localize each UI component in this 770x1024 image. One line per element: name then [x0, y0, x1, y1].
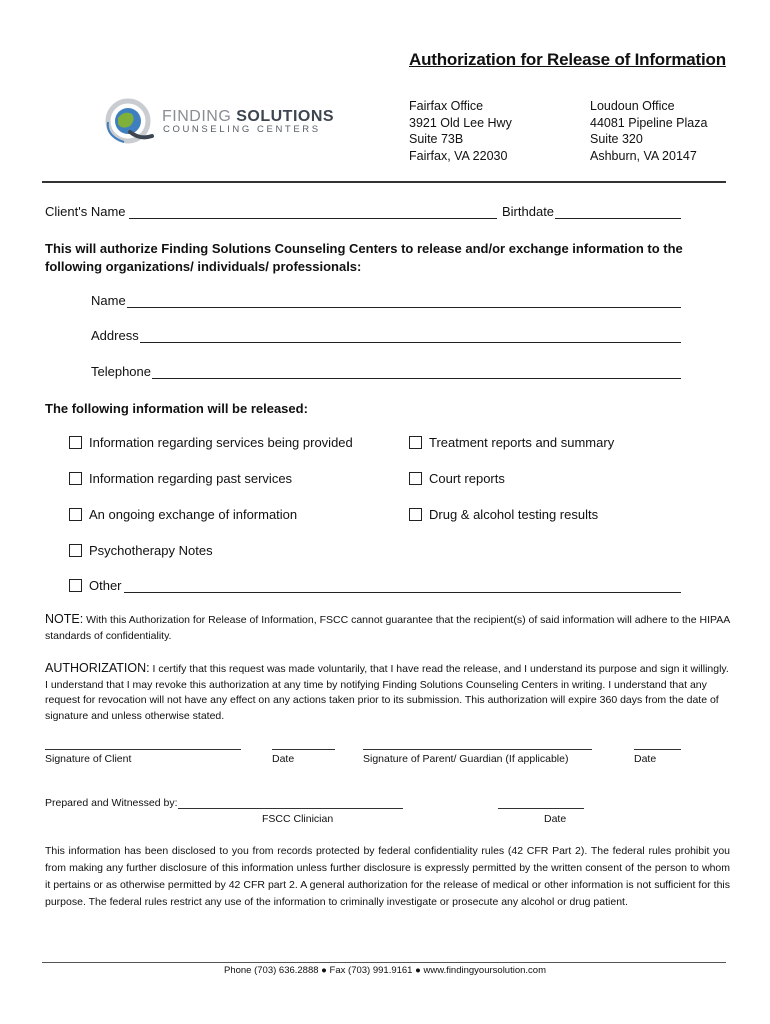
disclosure-paragraph: This information has been disclosed to you from records protected by federal confidentiality rules (42 CFR Part 2). The federal rules prohibit you from making any further disclosure of this information unless further disclosure is expressly permitted by the written consent of the person to whom it pertains or as otherwise permitted by 42 CFR part 2. A general authorization for the release of medical or other information is not sufficient for this purpose. The federal rules restrict any use of the information to criminally investigate or prosecute any alcohol or drug patient. [45, 845, 730, 908]
parent-date-label: Date [634, 753, 657, 765]
past-services-label: Information regarding past services [89, 471, 293, 486]
other-checkbox[interactable] [69, 579, 82, 592]
client-signature-field[interactable] [45, 749, 241, 750]
authorization-heading: AUTHORIZATION: [45, 661, 150, 675]
client-date-label: Date [272, 753, 295, 765]
office-suite: Suite 73B [409, 132, 464, 146]
logo-line1: FINDING SOLUTIONS [162, 108, 335, 125]
drug-alcohol-label: Drug & alcohol testing results [429, 507, 599, 522]
header-divider [42, 181, 726, 183]
authorization-text: I certify that this request was made voluntarily, that I have read the release, and I understand its purpose and sign it willingly. I understand that I may revoke this authorization at any time by notifying Finding Solutions Counseling Centers in writing. I understand that any request for revocation will not have any effect on any actions taken prior to its submission. This authorization will expire 360 days from the date of signature and unless otherwise stated. [45, 663, 729, 722]
note-heading: NOTE: [45, 612, 84, 626]
psychotherapy-notes-label: Psychotherapy Notes [89, 543, 213, 558]
other-label: Other [89, 578, 122, 593]
parent-date-field[interactable] [634, 749, 681, 750]
authorize-statement: This will authorize Finding Solutions Counseling Centers to release and/or exchange information to the following organizations/ individuals/ professionals: [45, 241, 683, 274]
witness-date-label: Date [544, 813, 567, 825]
clinician-signature-field[interactable] [178, 808, 403, 809]
witness-date-field[interactable] [498, 808, 584, 809]
drug-alcohol-checkbox[interactable] [409, 508, 422, 521]
past-services-checkbox[interactable] [69, 472, 82, 485]
recipient-name-field[interactable] [127, 307, 681, 308]
office-name: Fairfax Office [409, 99, 484, 113]
office-suite: Suite 320 [590, 132, 643, 146]
office-name: Loudoun Office [590, 99, 675, 113]
treatment-reports-checkbox[interactable] [409, 436, 422, 449]
note-text: With this Authorization for Release of Information, FSCC cannot guarantee that the recipient(s) of said information will adhere to the HIPAA standards of confidentiality. [45, 614, 730, 642]
recipient-address-field[interactable] [140, 342, 681, 343]
page-title: Authorization for Release of Information [409, 50, 726, 69]
office-city: Ashburn, VA 20147 [590, 148, 697, 163]
logo-line2: COUNSELING CENTERS [163, 124, 321, 135]
witness-label: Prepared and Witnessed by: [45, 797, 178, 809]
note-paragraph [45, 612, 730, 644]
recipient-telephone-label: Telephone [91, 364, 151, 379]
parent-signature-label: Signature of Parent/ Guardian (If applicable) [363, 753, 569, 765]
client-signature-label: Signature of Client [45, 753, 132, 765]
client-name-label: Client's Name [45, 204, 126, 219]
treatment-reports-label: Treatment reports and summary [429, 435, 615, 450]
authorization-paragraph [45, 661, 730, 724]
court-reports-checkbox[interactable] [409, 472, 422, 485]
recipient-address-label: Address [91, 328, 139, 343]
released-heading: The following information will be released: [45, 401, 308, 416]
court-reports-label: Court reports [429, 471, 505, 486]
other-field[interactable] [124, 592, 681, 593]
footer-contact: Phone (703) 636.2888 ● Fax (703) 991.9161 ● www.findingyoursolution.com [223, 965, 546, 976]
recipient-telephone-field[interactable] [152, 378, 681, 379]
loudoun-office-address [590, 98, 707, 164]
birthdate-field[interactable] [555, 218, 681, 219]
services-provided-label: Information regarding services being provided [89, 435, 353, 450]
office-street: 3921 Old Lee Hwy [409, 115, 512, 130]
client-name-field[interactable] [129, 218, 497, 219]
birthdate-label: Birthdate [502, 204, 555, 219]
services-provided-checkbox[interactable] [69, 436, 82, 449]
client-date-field[interactable] [272, 749, 335, 750]
recipient-name-label: Name [91, 293, 126, 308]
fairfax-office-address [409, 98, 512, 164]
ongoing-exchange-label: An ongoing exchange of information [89, 507, 298, 522]
office-street: 44081 Pipeline Plaza [590, 115, 708, 130]
clinician-label: FSCC Clinician [262, 813, 334, 825]
ongoing-exchange-checkbox[interactable] [69, 508, 82, 521]
footer-divider [42, 962, 726, 963]
psychotherapy-notes-checkbox[interactable] [69, 544, 82, 557]
parent-signature-field[interactable] [363, 749, 592, 750]
office-city: Fairfax, VA 22030 [409, 148, 508, 163]
